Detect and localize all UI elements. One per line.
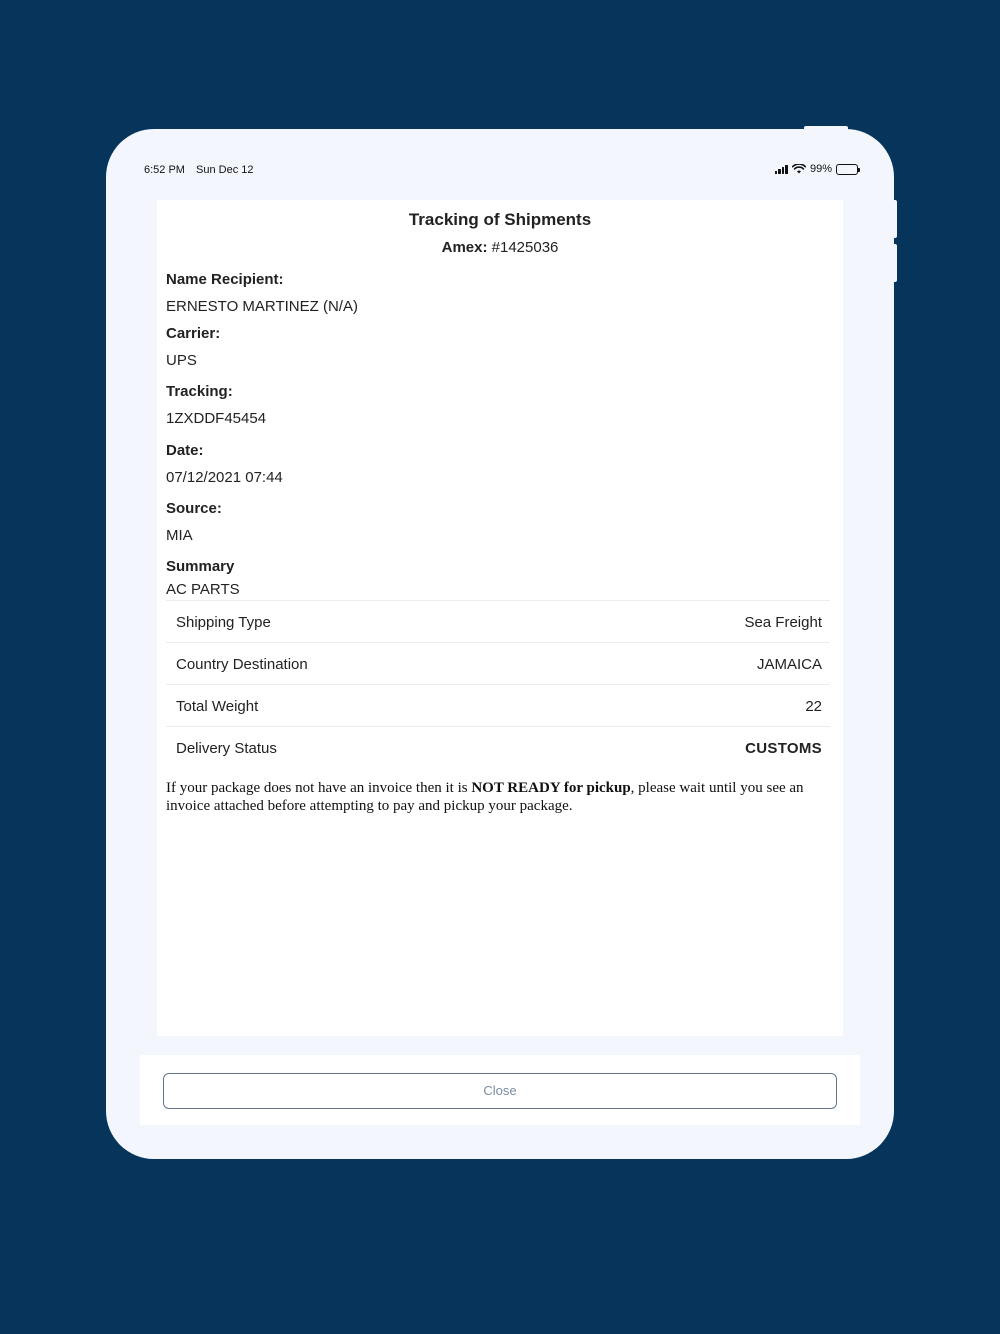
notice-emphasis: NOT READY for pickup [471, 780, 631, 796]
account-line [157, 239, 843, 256]
country-destination-value: JAMAICA [756, 656, 822, 673]
tracking-label: Tracking: [166, 383, 233, 400]
shipping-type-label: Shipping Type [176, 614, 271, 631]
status-bar [144, 163, 858, 179]
pickup-notice [166, 779, 830, 815]
shipment-details-table [166, 600, 830, 768]
delivery-status-label: Delivery Status [176, 740, 277, 757]
notice-text-end: , please wait until you see an invoice attached before attempting to pay and pickup your package. [166, 780, 804, 814]
date-value: 07/12/2021 07:44 [166, 469, 283, 486]
delivery-status-value: CUSTOMS [745, 740, 822, 757]
carrier-value: UPS [166, 352, 197, 369]
device-top-button [804, 126, 848, 131]
battery-icon [836, 164, 858, 175]
date-label: Date: [166, 442, 204, 459]
source-label: Source: [166, 500, 222, 517]
source-value: MIA [166, 527, 193, 544]
country-destination-label: Country Destination [176, 656, 308, 673]
tracking-sheet [157, 200, 843, 1036]
table-row [166, 600, 830, 642]
page-title: Tracking of Shipments [408, 210, 592, 229]
status-time: 6:52 PM [144, 164, 185, 176]
total-weight-label: Total Weight [176, 698, 259, 715]
table-row [166, 684, 830, 726]
wifi-icon [792, 164, 806, 174]
summary-label: Summary [166, 558, 235, 575]
summary-value: AC PARTS [166, 581, 240, 598]
footer-bar [140, 1055, 860, 1125]
tracking-value: 1ZXDDF45454 [166, 410, 267, 427]
total-weight-value: 22 [805, 698, 822, 715]
recipient-label: Name Recipient: [166, 271, 284, 288]
carrier-label: Carrier: [166, 325, 221, 342]
table-row [166, 642, 830, 684]
account-label: Amex: [441, 239, 488, 256]
notice-text-start: If your package does not have an invoice then it is [166, 780, 472, 796]
cellular-signal-icon [775, 165, 788, 174]
recipient-value: ERNESTO MARTINEZ (N/A) [166, 298, 358, 315]
shipping-type-value: Sea Freight [744, 614, 822, 631]
account-number: #1425036 [491, 239, 559, 256]
device-volume-down-button [892, 244, 897, 282]
battery-percentage: 99% [809, 163, 832, 175]
device-volume-up-button [892, 200, 897, 238]
table-row [166, 726, 830, 768]
status-date: Sun Dec 12 [196, 164, 254, 176]
close-button[interactable]: Close [163, 1073, 837, 1109]
